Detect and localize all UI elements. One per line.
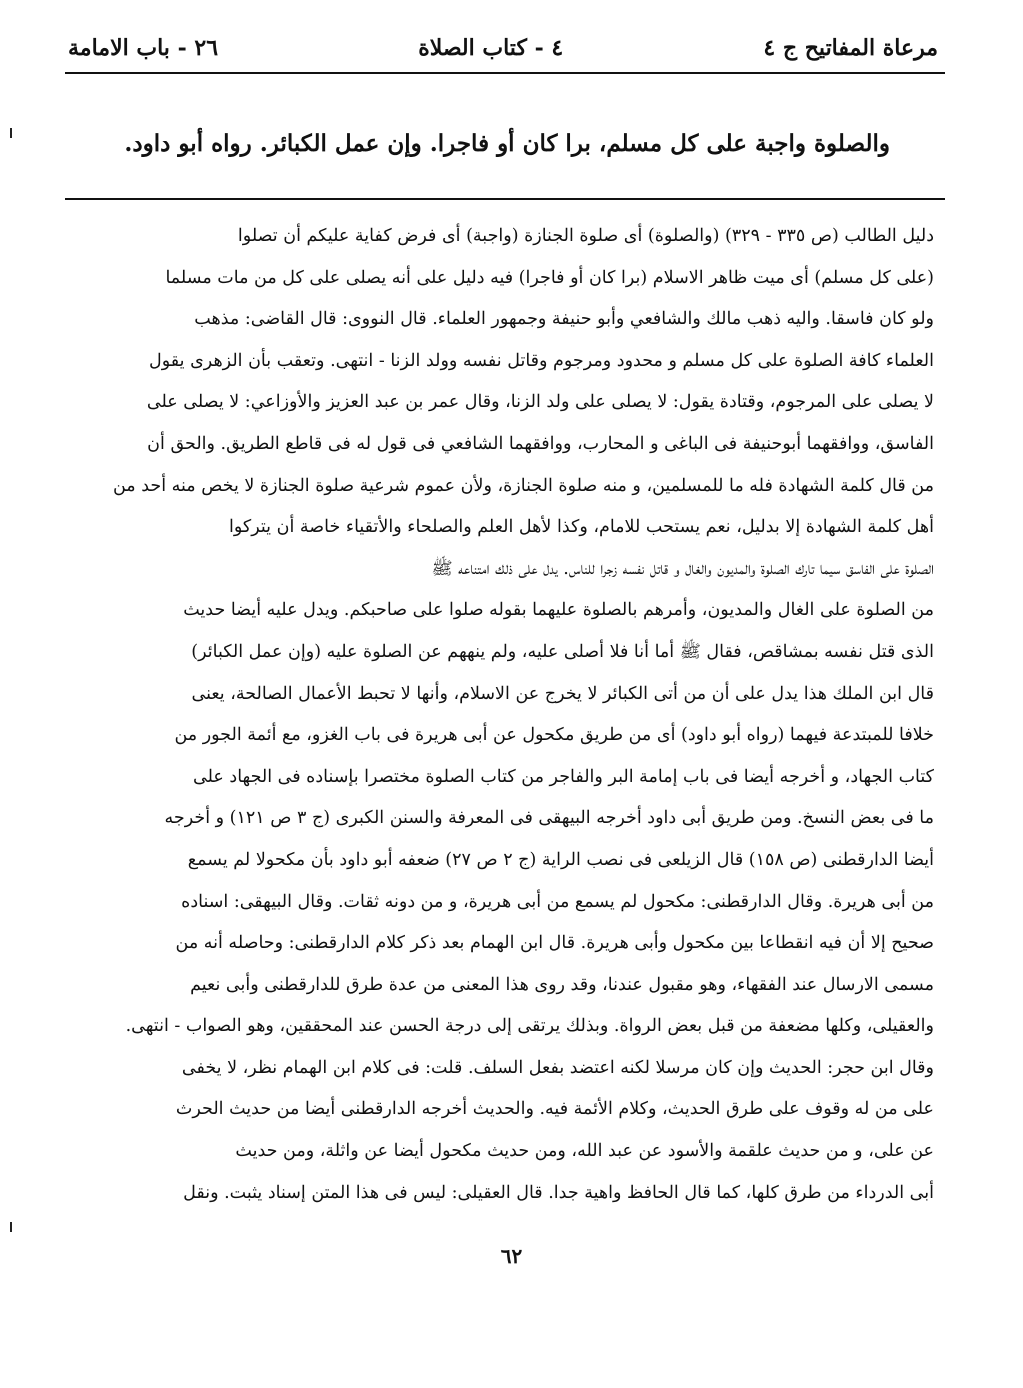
page-number: ٦٢ <box>500 1244 523 1268</box>
commentary-line: (على كل مسلم) أى ميت ظاهر الاسلام (برا كان أو فاجرا) فيه دليل على أنه يصلى على كل من مات مسلما <box>165 267 934 288</box>
scan-speck <box>10 128 12 138</box>
commentary-line: الصلوة على الفاسق سيما تارك الصلوة والمديون والغال و قاتل نفسه زجرا للناس. يدل على ذلك امتناعه ﷺ <box>431 558 934 579</box>
commentary-line: عن على، و من حديث علقمة والأسود عن عبد الله، ومن حديث مكحول أيضا عن واثلة، ومن حديث <box>235 1141 934 1162</box>
commentary-line: قال ابن الملك هذا يدل على أن من أتى الكبائر لا يخرج عن الاسلام، وأنها لا تحبط الأعمال الصالحة، يعنى <box>191 683 934 704</box>
commentary-line: الذى قتل نفسه بمشاقص، فقال ﷺ أما أنا فلا أصلى عليه، ولم ينههم عن الصلوة عليه (وإن عمل الكبائر) <box>191 641 934 662</box>
hadith-text: والصلوة واجبة على كل مسلم، برا كان أو فاجرا. وإن عمل الكبائر. رواه أبو داود. <box>124 130 890 157</box>
commentary-line: صحيح إلا أن فيه انقطاعا بين مكحول وأبى هريرة. قال ابن الهمام بعد ذكر كلام الدارقطنى: وحاصله أنه من <box>175 933 934 954</box>
commentary-line: كتاب الجهاد، و أخرجه أيضا فى باب إمامة البر والفاجر من كتاب الصلوة مختصرا بإسناده فى الجهاد على <box>193 766 934 787</box>
commentary-line: من أبى هريرة. وقال الدارقطنى: مكحول لم يسمع من أبى هريرة، و من دونه ثقات. وقال البيهقى: اسناده <box>181 891 934 912</box>
commentary-line: وقال ابن حجر: الحديث وإن كان مرسلا لكنه اعتضد بفعل السلف. قلت: فى كلام ابن الهمام نظر، لا يخفى <box>181 1057 934 1078</box>
commentary-line: خلافا للمبتدعة فيهما (رواه أبو داود) أى من طريق مكحول عن أبى هريرة فى باب الغزو، مع أئمة الجور من <box>174 725 934 746</box>
commentary-line: والعقيلى، وكلها مضعفة من قبل بعض الرواة. وبذلك يرتقى إلى درجة الحسن عند المحققين، وهو الصواب - انتهى. <box>125 1016 934 1037</box>
commentary-line: أبى الدرداء من طرق كلها، كما قال الحافظ واهية جدا. قال العقيلى: ليس فى هذا المتن إسناد يثبت. ونقل <box>183 1182 934 1203</box>
commentary-line: العلماء كافة الصلوة على كل مسلم و محدود ومرجوم وقاتل نفسه وولد الزنا - انتهى. وتعقب بأن الزهرى يقول <box>149 350 934 371</box>
commentary-line: الفاسق، ووافقهما أبوحنيفة فى الباغى و المحارب، ووافقهما الشافعي فى قول له فى قاطع الطريق. والحق أن <box>147 433 934 454</box>
running-header <box>68 30 938 66</box>
section-divider <box>65 198 945 200</box>
commentary-line: ولو كان فاسقا. واليه ذهب مالك والشافعي وأبو حنيفة وجمهور العلماء. قال النووى: قال القاضى: مذهب <box>194 309 934 330</box>
commentary-line: دليل الطالب (ص ٣٣٥ - ٣٢٩) (والصلوة) أى صلوة الجنازة (واجبة) أى فرض كفاية عليكم أن تصلوا <box>237 226 934 246</box>
header-book-volume: مرعاة المفاتيح ج ٤ <box>763 35 938 61</box>
commentary-line: من الصلوة على الغال والمديون، وأمرهم بالصلوة عليهما بقوله صلوا على صاحبكم. ويدل عليه أيضا حديث <box>183 600 934 621</box>
header-chapter: ٤ - كتاب الصلاة <box>418 35 564 61</box>
commentary-body <box>72 216 934 1214</box>
commentary-line: من قال كلمة الشهادة فله ما للمسلمين، و منه صلوة الجنازة، ولأن عموم شرعية صلوة الجنازة لا يخص منه أحد من <box>112 475 934 496</box>
commentary-line: لا يصلى على المرجوم، وقتادة يقول: لا يصلى على ولد الزنا، وقال عمر بن عبد العزيز والأوزاعي: لا يصلى على <box>146 392 934 413</box>
commentary-line: أهل كلمة الشهادة إلا بدليل، نعم يستحب للامام، وكذا لأهل العلم والصلحاء والأتقياء خاصة أن يتركوا <box>229 517 934 538</box>
commentary-line: أيضا الدارقطنى (ص ١٥٨) قال الزيلعى فى نصب الراية (ج ٢ ص ٢٧) ضعفه أبو داود بأن مكحولا لم يسمع <box>187 849 934 870</box>
commentary-line: ما فى بعض النسخ. ومن طريق أبى داود أخرجه البيهقى فى المعرفة والسنن الكبرى (ج ٣ ص ١٢١) و أخرجه <box>164 808 934 829</box>
commentary-line: مسمى الارسال عند الفقهاء، وهو مقبول عندنا، وقد روى هذا المعنى من عدة طرق للدارقطنى وأبى نعيم <box>190 974 934 995</box>
header-section: ٢٦ - باب الامامة <box>68 35 219 61</box>
commentary-line: على من له وقوف على طرق الحديث، وكلام الأئمة فيه. والحديث أخرجه الدارقطنى أيضا من حديث الحرث <box>175 1099 934 1120</box>
scan-speck <box>10 1222 12 1232</box>
header-divider <box>65 72 945 74</box>
